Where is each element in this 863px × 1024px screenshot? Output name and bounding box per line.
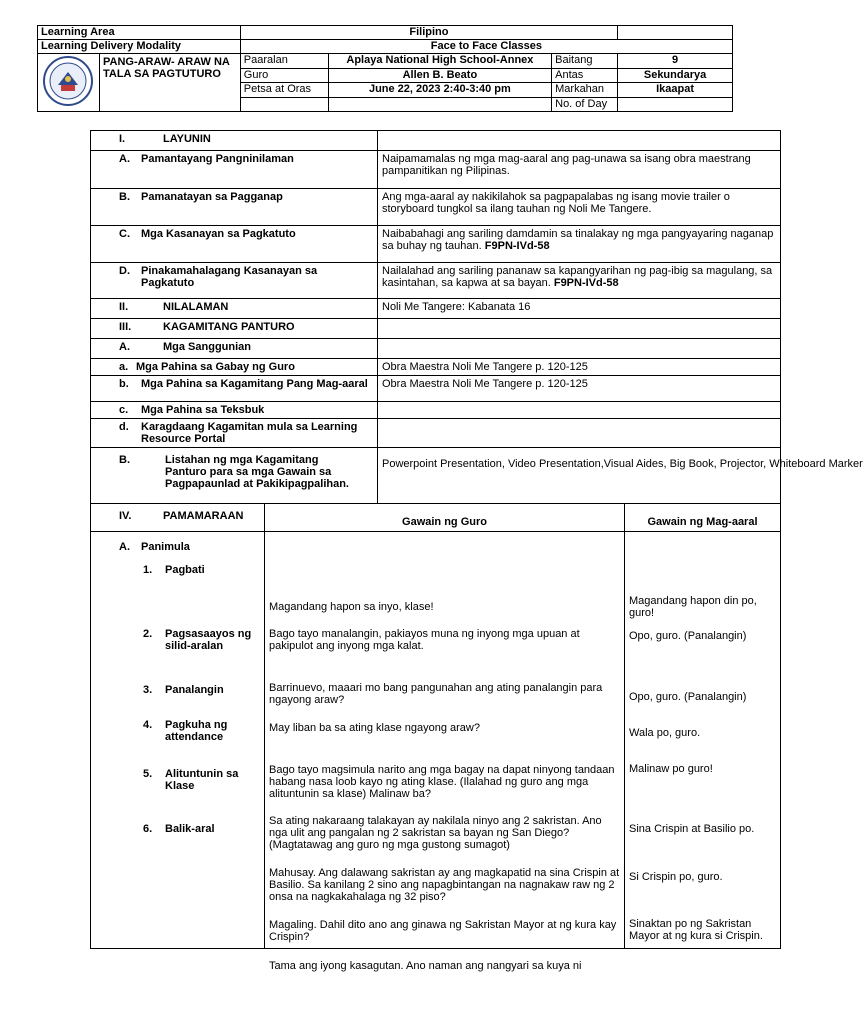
teacher-line: Magandang hapon sa inyo, klase!	[269, 601, 434, 613]
day-label: No. of Day	[552, 97, 618, 112]
student-line: Sinaktan po ng Sakristan Mayor at ng kura si Crispin.	[629, 918, 763, 942]
grade-value: 9	[618, 54, 733, 69]
student-activities-column	[625, 532, 781, 949]
teacher-line: Mahusay. Ang dalawang sakristan ay ang magkapatid na sina Crispin at Basilio. Sa kanilang 2 sino ang napagbintangan na nagnakaw raw ng 2 onsa na nagkakahalaga ng 32 piso?	[269, 867, 620, 903]
level-label: Antas	[552, 68, 618, 83]
content-heading: II. NILALAMAN	[91, 299, 378, 319]
header-table	[37, 25, 733, 112]
teacher-line: May liban ba sa ating klase ngayong araw?	[269, 722, 480, 734]
learning-area-label: Learning Area	[38, 26, 241, 40]
level-value: Sekundarya	[618, 68, 733, 83]
references-heading: A. Mga Sanggunian	[91, 339, 378, 359]
student-activity-header: Gawain ng Mag-aaral	[625, 504, 781, 532]
objective-b-label: B. Pamanatayan sa Pagganap	[91, 189, 378, 226]
step-6: 6. Balik-aral	[143, 823, 215, 835]
teacher-guide-pages-value: Obra Maestra Noli Me Tangere p. 120-125	[378, 359, 781, 376]
date-label: Petsa at Oras	[240, 83, 328, 98]
learner-material-pages-value: Obra Maestra Noli Me Tangere p. 120-125	[378, 376, 781, 402]
deped-seal-icon	[41, 54, 95, 108]
empty-cell	[378, 319, 781, 339]
objectives-heading	[91, 131, 378, 151]
materials-heading: III. KAGAMITANG PANTURO	[91, 319, 378, 339]
competency-code: F9PN-IVd-58	[553, 277, 619, 289]
objective-c-label: C. Mga Kasanayan sa Pagkatuto	[91, 226, 378, 263]
textbook-pages-label: c. Mga Pahina sa Teksbuk	[91, 402, 378, 419]
grade-label: Baitang	[552, 54, 618, 69]
objective-d-label: D. Pinakamahalagang Kasanayan sa Pagkatuto	[91, 263, 378, 299]
date-value: June 22, 2023 2:40-3:40 pm	[328, 83, 551, 98]
competency-code: F9PN-IVd-58	[484, 240, 550, 252]
quarter-value: Ikaapat	[618, 83, 733, 98]
intro-heading: A. Panimula	[119, 541, 190, 553]
teacher-line: Bago tayo manalangin, pakiayos muna ng inyong mga upuan at pakipulot ang inyong mga kalat.	[269, 628, 580, 652]
teacher-line: Sa ating nakaraang talakayan ay nakilala ninyo ang 2 sakristan. Ano nga ulit ang pangalan ng 2 sakristan sa bayan ng San Diego? (Magtatawag ang guro ng mga gustong sumagot)	[269, 815, 602, 851]
materials-list-label: B. Listahan ng mga Kagamitang Panturo para sa mga Gawain sa Pagpapaunlad at Pakikipagpalihan.	[91, 448, 378, 504]
section-number: I.	[119, 133, 126, 145]
learner-material-pages-label: b. Mga Pahina sa Kagamitang Pang Mag-aaral	[91, 376, 378, 402]
learning-area-value: Filipino	[240, 26, 617, 40]
step-2: 2. Pagsasaayos ng silid-aralan	[143, 628, 252, 652]
blank-cell	[328, 97, 551, 112]
lesson-plan-table	[90, 130, 863, 504]
teacher-activity-header: Gawain ng Guro	[265, 504, 625, 532]
empty-cell	[378, 339, 781, 359]
step-3: 3. Panalangin	[143, 684, 224, 696]
teacher-value: Allen B. Beato	[328, 68, 551, 83]
step-5: 5. Alituntunin sa Klase	[143, 768, 239, 792]
teacher-line: Barrinuevo, maaari mo bang pangunahan ang ating panalangin para ngayong araw?	[269, 682, 603, 706]
teacher-line: Magaling. Dahil dito ano ang ginawa ng Sakristan Mayor at ng kura kay Crispin?	[269, 919, 617, 943]
teacher-line: Bago tayo magsimula narito ang mga bagay na dapat ninyong tandaan habang nasa loob kayo ng ating klase. (Ilalahad ng guro ang mga alituntunin sa klase) Malinaw ba?	[269, 764, 615, 800]
lr-portal-label: d. Karagdaang Kagamitan mula sa Learning Resource Portal	[91, 419, 378, 448]
materials-list-value: Powerpoint Presentation, Video Presentation,Visual Aides, Big Book, Projector, Whiteboard Marker	[378, 448, 781, 504]
procedure-heading: IV. PAMAMARAAN	[91, 504, 265, 532]
deped-seal	[38, 54, 100, 112]
student-line: Opo, guro. (Panalangin)	[629, 630, 747, 642]
quarter-label: Markahan	[552, 83, 618, 98]
empty-cell	[378, 419, 781, 448]
empty-cell	[378, 402, 781, 419]
procedure-table	[90, 503, 781, 972]
school-label: Paaralan	[240, 54, 328, 69]
empty-cell	[378, 131, 781, 151]
objective-d-value: Nailalahad ang sariling pananaw sa kapangyarihan ng pag-ibig sa magulang, sa kasintahan, sa kapwa at sa bayan. F9PN-IVd-58	[378, 263, 781, 299]
content-value: Noli Me Tangere: Kabanata 16	[378, 299, 781, 319]
learning-area-extra	[618, 26, 733, 40]
blank-cell	[240, 97, 328, 112]
objective-a-value: Naipamamalas ng mga mag-aaral ang pag-unawa sa isang obra maestrang pampanitikan ng Pilipinas.	[378, 151, 781, 189]
step-4: 4. Pagkuha ng attendance	[143, 719, 228, 743]
teacher-activities-column	[265, 532, 625, 972]
section-title: LAYUNIN	[163, 133, 211, 145]
procedure-steps-column	[91, 532, 265, 949]
modality-value: Face to Face Classes	[240, 40, 732, 54]
student-line: Wala po, guro.	[629, 727, 701, 739]
student-line: Malinaw po guro!	[629, 763, 713, 775]
teacher-guide-pages-label: a. Mga Pahina sa Gabay ng Guro	[91, 359, 378, 376]
teacher-label: Guro	[240, 68, 328, 83]
student-line: Sina Crispin at Basilio po.	[629, 823, 755, 835]
objective-a-label: A. Pamantayang Pangninilaman	[91, 151, 378, 189]
teacher-line: Tama ang iyong kasagutan. Ano naman ang nangyari sa kuya ni	[269, 960, 582, 972]
objective-b-value: Ang mga-aaral ay nakikilahok sa pagpapalabas ng isang movie trailer o storyboard tungkol sa ilang tauhan ng Noli Me Tangere.	[378, 189, 781, 226]
school-value: Aplaya National High School-Annex	[328, 54, 551, 69]
student-line: Magandang hapon din po, guro!	[629, 595, 757, 619]
student-line: Si Crispin po, guro.	[629, 871, 723, 883]
objective-c-value: Naibabahagi ang sariling damdamin sa tinalakay ng mga pangyayaring naganap sa buhay ng tauhan. F9PN-IVd-58	[378, 226, 781, 263]
document-title: PANG-ARAW- ARAW NA TALA SA PAGTUTURO	[99, 54, 240, 112]
step-1: 1. Pagbati	[143, 564, 205, 576]
student-line: Opo, guro. (Panalangin)	[629, 691, 747, 703]
day-value	[618, 97, 733, 112]
modality-label: Learning Delivery Modality	[38, 40, 241, 54]
